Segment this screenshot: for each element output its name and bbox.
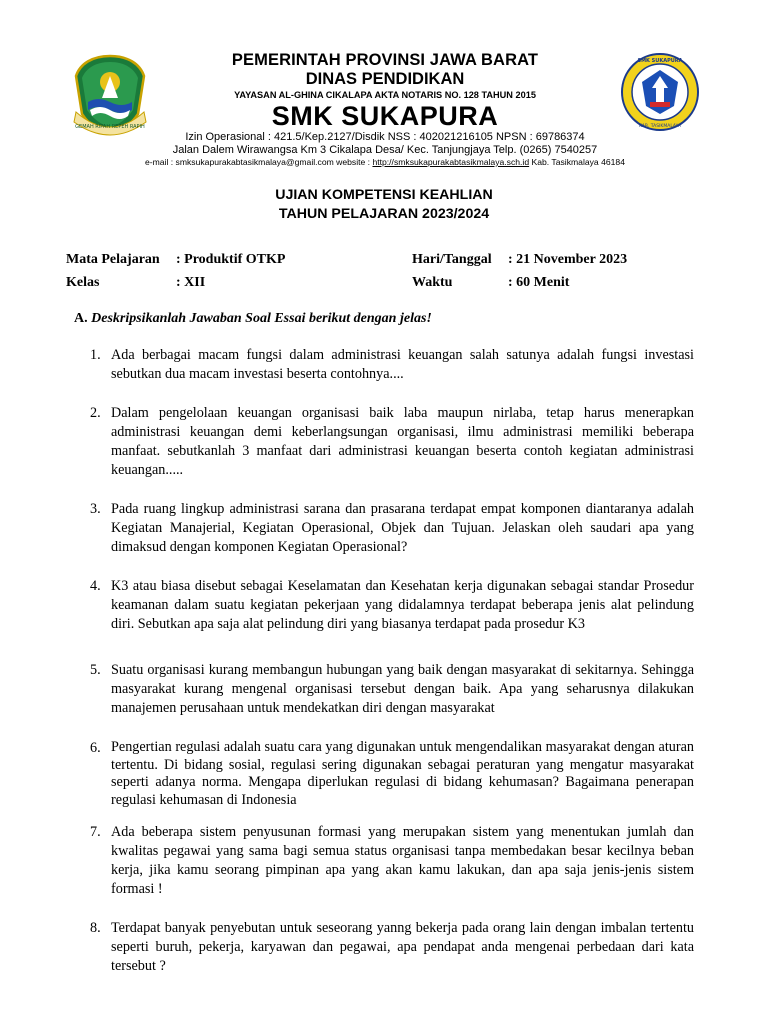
- info-row-hari: [412, 248, 712, 271]
- question-1: [90, 346, 694, 384]
- hari-label: Hari/Tanggal: [412, 252, 492, 267]
- question-7: [90, 823, 694, 899]
- school-name: SMK SUKAPURA: [271, 101, 499, 131]
- exam-info-right: [412, 248, 712, 294]
- question-2: [90, 404, 694, 480]
- svg-text:SMK SUKAPURA: SMK SUKAPURA: [637, 58, 683, 64]
- letterhead: [144, 50, 625, 168]
- waktu-label: Waktu: [412, 275, 453, 290]
- question-number: 7.: [90, 824, 101, 840]
- question-text: Pengertian regulasi adalah suatu cara yang digunakan untuk mengendalikan masyarakat dengan aturan tertentu. Di bidang sosial, regulasi sering digunakan sebagai peraturan yang mengatur masyarakat seperti adanya norma. Mengapa diperlukan regulasi di bidang kehumasan? Bagaimana penerapan regulasi kehumasan di Indonesia: [111, 739, 694, 808]
- question-8: [90, 919, 694, 976]
- question-text: Ada beberapa sistem penyusunan formasi yang merupakan sistem yang menentukan jumlah dan kwalitas pegawai yang sama bagi semua status organisasi tanpa membedakan besar kecilnya beban kerja, jika kamu seorang pimpinan apa yang akan kamu lakukan, dan apa saja jenis-jenis sistem formasi !: [111, 824, 694, 897]
- question-4: [90, 577, 694, 634]
- question-text: Dalam pengelolaan keuangan organisasi baik laba maupun nirlaba, tetap harus menerapkan administrasi keuangan demi keberlangsungan organisasi, ilmu administrasi memiliki beberapa manfaat. sebutkanlah 3 manfaat dari administrasi keuangan beserta contoh kegiatan administrasi keuangan.....: [111, 405, 694, 478]
- question-5: [90, 661, 694, 718]
- section-heading: [74, 310, 432, 328]
- letterhead-government: PEMERINTAH PROVINSI JAWA BARAT: [231, 51, 539, 69]
- mapel-label: Mata Pelajaran: [66, 252, 160, 267]
- mapel-value: : Produktif OTKP: [176, 252, 286, 267]
- question-text: Terdapat banyak penyebutan untuk seseorang yanng bekerja pada orang lain dengan imbalan tertentu seperti buruh, pekerja, karyawan dan pegawai, apa pendapat anda mengenai perbedaan dari kata tersebut ?: [111, 920, 694, 974]
- question-text: Ada berbagai macam fungsi dalam administrasi keuangan salah satunya adalah fungsi investasi sebutkan dua macam investasi beserta contohnya....: [111, 347, 694, 382]
- question-6: [90, 739, 694, 809]
- question-text: Suatu organisasi kurang membangun hubungan yang baik dengan masyarakat di sekitarnya. Sehingga masyarakat kurang mengenal organisasi tersebut dengan baik. Apa yang seharusnya dilakukan manajemen perusahaan untuk mendekatkan diri dengan masyarakat: [111, 662, 694, 716]
- question-number: 2.: [90, 405, 101, 421]
- question-number: 4.: [90, 578, 101, 594]
- exam-title-line1: UJIAN KOMPETENSI KEAHLIAN: [275, 187, 493, 203]
- question-number: 8.: [90, 920, 101, 936]
- exam-title: [0, 186, 768, 224]
- kelas-label: Kelas: [66, 275, 100, 290]
- jawa-barat-emblem-logo: [68, 52, 152, 136]
- question-number: 6.: [90, 740, 101, 756]
- exam-info-left: [66, 248, 386, 294]
- exam-title-line2: TAHUN PELAJARAN 2023/2024: [278, 206, 490, 222]
- svg-text:KAB. TASIKMALAYA: KAB. TASIKMALAYA: [638, 124, 682, 129]
- info-row-mapel: [66, 248, 386, 271]
- website-link[interactable]: http://smksukapurakabtasikmalaya.sch.id: [372, 157, 530, 167]
- letterhead-izin: Izin Operasional : 421.5/Kep.2127/Disdik NSS : 402021216105 NPSN : 69786374: [185, 131, 585, 143]
- letterhead-address: Jalan Dalem Wirawangsa Km 3 Cikalapa Desa/ Kec. Tanjungjaya Telp. (0265) 7540257: [172, 144, 598, 156]
- letterhead-contact: [130, 157, 640, 168]
- svg-text:GEMAH RIPAH REPEH RAPIH: GEMAH RIPAH REPEH RAPIH: [75, 124, 145, 130]
- section-letter: A.: [74, 311, 88, 326]
- smk-sukapura-logo: [620, 52, 700, 132]
- contact-email: e-mail : smksukapurakabtasikmalaya@gmail.com website :: [144, 157, 373, 167]
- question-number: 5.: [90, 662, 101, 678]
- kelas-value: : XII: [176, 275, 206, 290]
- info-row-kelas: [66, 271, 386, 294]
- letterhead-foundation: YAYASAN AL-GHINA CIKALAPA AKTA NOTARIS NO. 128 TAHUN 2015: [234, 90, 536, 100]
- section-instruction: Deskripsikanlah Jawaban Soal Essai berikut dengan jelas!: [91, 311, 432, 326]
- question-3: [90, 500, 694, 557]
- hari-value: : 21 November 2023: [508, 252, 628, 267]
- waktu-value: : 60 Menit: [508, 275, 570, 290]
- question-text: K3 atau biasa disebut sebagai Keselamatan dan Kesehatan kerja digunakan sebagai standar Prosedur keamanan dalam suatu kegiatan pekerjaan yang didalamnya terdapat beberapa jenis alat pelindung diri. Sebutkan apa saja alat pelindung diri yang biasanya terdapat pada prosedur K3: [111, 578, 694, 632]
- question-text: Pada ruang lingkup administrasi sarana dan prasarana terdapat empat komponen diantaranya adalah Kegiatan Manajerial, Kegiatan Operasional, Objek dan Tujuan. Jelaskan oleh saudari apa yang dimaksud dengan komponen Kegiatan Operasional?: [111, 501, 694, 555]
- contact-region: Kab. Tasikmalaya 46184: [529, 157, 625, 167]
- letterhead-department: DINAS PENDIDIKAN: [305, 70, 465, 88]
- question-number: 3.: [90, 501, 101, 517]
- info-row-waktu: [412, 271, 712, 294]
- question-number: 1.: [90, 347, 101, 363]
